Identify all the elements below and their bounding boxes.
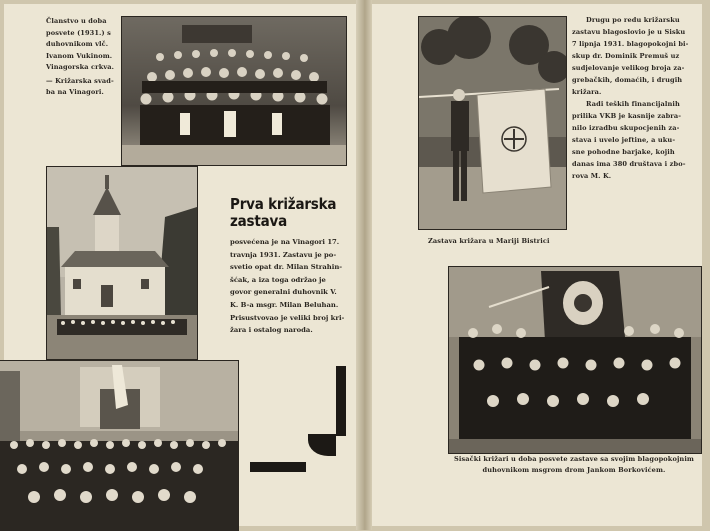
caption-line: posvete (1931.) s <box>46 28 111 37</box>
body-line: svetio opat dr. Milan Strahin- <box>230 263 343 272</box>
body-line: travnja 1931. Zastavu je po- <box>230 250 337 259</box>
flag-bearer-image <box>419 17 566 229</box>
caption-line: prilika VKB je kasnije zabra- <box>572 112 682 120</box>
body-line: šćak, a iza toga održao je <box>230 275 326 284</box>
caption-line: duhovnikom msgrom drom Jankom Borkovićem. <box>482 465 666 474</box>
heading-line: zastava <box>230 212 288 230</box>
right-page <box>372 4 702 526</box>
crowd-image <box>0 361 238 531</box>
caption-line: sne pohodne barjake, kojih <box>572 148 675 156</box>
caption-line: ba na Vinagori. <box>46 88 104 96</box>
sisak-group-image <box>449 267 701 453</box>
caption-line: duhovnikom vlč. <box>46 40 109 48</box>
caption-line: stava i uvelo jeftine, a uku- <box>572 136 676 144</box>
caption-line: Članstvo u doba <box>46 17 107 25</box>
body-line: posvećena je na Vinagori 17. <box>230 238 340 246</box>
caption-line: Drugu po redu križarsku <box>586 16 680 24</box>
caption-line: — Križarska svad- <box>46 76 114 85</box>
group-photo-with-priest <box>121 16 347 166</box>
caption-line: zastavu blagoslovio je u Sisku <box>572 28 686 36</box>
book-gutter <box>356 0 372 530</box>
caption-line: danas ima 380 društava i zbo- <box>572 160 686 168</box>
church-photo <box>46 166 198 360</box>
caption-line: 7 lipnja 1931. blagopokojni bi- <box>572 40 689 48</box>
section-body <box>230 236 354 337</box>
caption-line: Ivanom Vukinom. <box>46 51 113 60</box>
flag-bearer-photo <box>418 16 567 230</box>
caption-line: Radi teških financijalnih <box>586 100 680 108</box>
heading-line: Prva križarska <box>230 195 337 213</box>
caption-line: nilo izradbu skupocjenih za- <box>572 124 680 132</box>
caption-line: križara. <box>572 88 602 96</box>
right-top-caption <box>572 14 696 182</box>
flag-photo-caption: Zastava križara u Mariji Bistrici <box>428 237 550 245</box>
caption-line: grebačkih, domaćih, i drugih <box>572 76 683 84</box>
sisak-group-photo <box>448 266 702 454</box>
decorative-bar-horizontal <box>250 462 306 472</box>
caption-line: Vinagorska crkva. <box>46 63 115 71</box>
decorative-bar-vertical <box>336 366 346 436</box>
church-image <box>47 167 197 359</box>
section-heading <box>230 196 336 230</box>
group-photo-image <box>122 17 346 165</box>
decorative-block <box>308 434 336 456</box>
left-top-caption <box>46 16 116 99</box>
body-line: Prisustvovao je veliki broj kri- <box>230 313 345 322</box>
left-page <box>4 4 356 526</box>
body-line: K. B-a msgr. Milan Beluhan. <box>230 300 339 309</box>
body-line: govor generalni duhovnik V. <box>230 288 337 297</box>
caption-line: Sisački križari u doba posvete zastave sa svojim blagopokojnim <box>453 455 695 463</box>
caption-line: rova M. K. <box>572 172 612 180</box>
sisak-photo-caption <box>448 454 700 475</box>
body-line: žara i ostalog naroda. <box>230 326 313 335</box>
crowd-photo-with-flag <box>0 360 239 531</box>
caption-line: skup dr. Dominik Premuš uz <box>572 52 680 60</box>
caption-line: sudjelovanje velikog broja za- <box>572 64 685 72</box>
